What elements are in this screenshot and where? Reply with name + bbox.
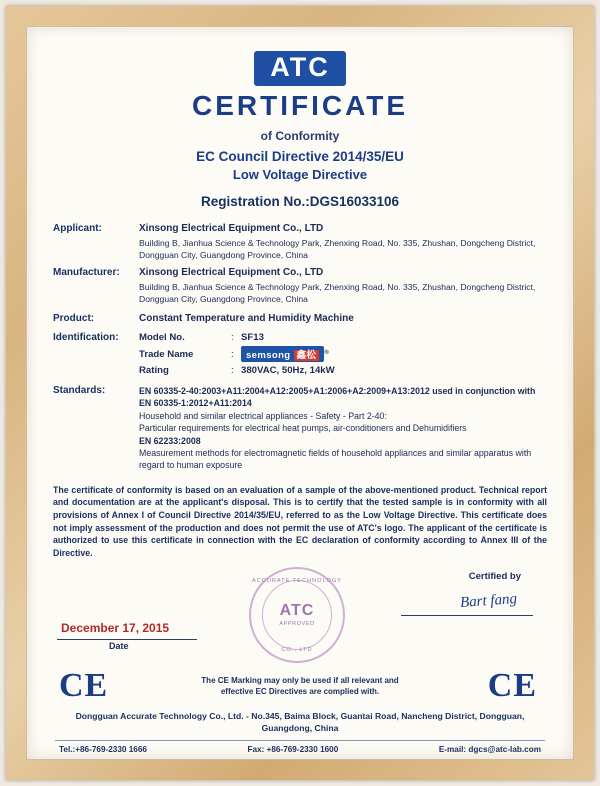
rating-colon: : bbox=[231, 365, 234, 376]
date-label: Date bbox=[109, 641, 129, 652]
signature-text: Bart fang bbox=[459, 591, 518, 612]
signature-line bbox=[401, 615, 533, 616]
atc-logo bbox=[53, 51, 547, 86]
manufacturer-name: Xinsong Electrical Equipment Co., LTD bbox=[139, 267, 324, 278]
trade-name-logo bbox=[241, 346, 324, 362]
standard-line: EN 62233:2008 bbox=[139, 435, 201, 446]
rating-value: 380VAC, 50Hz, 14kW bbox=[241, 365, 335, 376]
registration-number: Registration No.:DGS16033106 bbox=[200, 194, 400, 209]
identification-trade-name bbox=[139, 346, 547, 362]
subtitle-of-conformity: of Conformity bbox=[260, 129, 340, 143]
product-value: Constant Temperature and Humidity Machine bbox=[139, 313, 354, 324]
certified-by-label: Certified by bbox=[468, 571, 521, 583]
stamp-approved-text: APPROVED bbox=[279, 621, 315, 628]
standards-label: Standards: bbox=[53, 385, 106, 396]
details-section bbox=[53, 223, 547, 472]
company-address-line-1: Dongguan Accurate Technology Co., Ltd. - No.345, Baima Block, Guantai Road, Nancheng District, Dongguan, bbox=[75, 711, 525, 722]
stamp-center-text: ATC bbox=[279, 602, 315, 620]
row-standards bbox=[53, 385, 547, 472]
date-line bbox=[57, 639, 197, 640]
contact-tel: Tel.:+86-769-2330 1666 bbox=[59, 745, 147, 755]
standard-line: EN 60335-2-40:2003+A11:2004+A12:2005+A1:2006+A2:2009+A13:2012 used in conjunction with EN 60335-1:2012+A11:2014 bbox=[139, 386, 536, 409]
standard-line: Measurement methods for electromagnetic fields of household appliances and similar apparatus with regard to human exposure bbox=[139, 448, 532, 471]
contact-row bbox=[53, 745, 547, 754]
certificate-paper-area bbox=[26, 26, 574, 760]
row-identification bbox=[53, 332, 547, 379]
company-address-line-2: Guangdong, China bbox=[261, 722, 339, 733]
footer-divider bbox=[55, 740, 545, 741]
atc-logo-text: ATC bbox=[254, 51, 346, 86]
applicant-name: Xinsong Electrical Equipment Co., LTD bbox=[139, 223, 324, 234]
issue-date: December 17, 2015 bbox=[61, 621, 170, 636]
directive-reference: EC Council Directive 2014/35/EU bbox=[196, 149, 404, 164]
identification-rating bbox=[139, 365, 547, 376]
ce-mark-row bbox=[53, 667, 547, 709]
row-applicant bbox=[53, 223, 547, 261]
ce-note-line-1: The CE Marking may only be used if all relevant and bbox=[201, 676, 399, 686]
manufacturer-address: Building B, Jianhua Science & Technology Park, Zhenxing Road, No. 335, Zhushan, Dongcheng District, Dongguan City, Guangdong Province, China bbox=[139, 282, 536, 304]
row-manufacturer bbox=[53, 267, 547, 305]
issuing-company bbox=[53, 711, 547, 734]
contact-fax: Fax: +86-769-2330 1600 bbox=[247, 745, 339, 755]
standard-line: Particular requirements for electrical heat pumps, air-conditioners and Dehumidifiers bbox=[139, 423, 467, 434]
contact-email: E-mail: dgcs@atc-lab.com bbox=[438, 745, 541, 755]
stamp-bottom-arc: CO., LTD bbox=[281, 647, 313, 654]
page-title: CERTIFICATE bbox=[191, 90, 409, 121]
ce-mark-right-icon: CE bbox=[487, 667, 537, 705]
row-product bbox=[53, 313, 547, 324]
trade-name-chinese: 鑫松 bbox=[294, 350, 320, 361]
ce-note bbox=[53, 675, 547, 697]
applicant-label: Applicant: bbox=[53, 223, 102, 234]
trade-name-latin: semsong bbox=[246, 350, 291, 361]
rating-key: Rating bbox=[139, 365, 169, 376]
ce-note-line-2: effective EC Directives are complied with. bbox=[220, 687, 380, 697]
signature-section bbox=[53, 569, 547, 665]
standard-line: Household and similar electrical appliances - Safety - Part 2-40: bbox=[139, 410, 387, 421]
directive-name: Low Voltage Directive bbox=[232, 167, 368, 182]
ce-mark-left-icon: CE bbox=[59, 667, 109, 705]
conformity-statement: The certificate of conformity is based on an evaluation of a sample of the above-mentioned product. Technical report and documentation are at the applicant's disposal. This is to certify that the tested sample is in conformity with all provisions of Annex I of Council Directive 2014/35/EU, referred to as the Low Voltage Directive. This certificate does not imply assessment of the production and does not permit the use of ATC's logo. The applicant of the certificate is authorized to use this certificate in connection with the EC declaration of conformity according to Annex III of the Directive. bbox=[53, 484, 547, 558]
applicant-address: Building B, Jianhua Science & Technology Park, Zhenxing Road, No. 335, Zhushan, Dongcheng District, Dongguan City, Guangdong Province, China bbox=[139, 238, 536, 260]
trade-name-key: Trade Name bbox=[139, 348, 194, 360]
registered-mark-icon: ® bbox=[324, 349, 329, 356]
stamp-top-arc: ACCURATE TECHNOLOGY bbox=[252, 578, 342, 585]
approval-stamp-icon bbox=[249, 567, 345, 663]
model-key: Model No. bbox=[139, 332, 185, 343]
model-colon: : bbox=[231, 332, 234, 343]
certificate-frame bbox=[6, 6, 594, 780]
model-value: SF13 bbox=[241, 332, 264, 343]
product-label: Product: bbox=[53, 313, 95, 324]
manufacturer-label: Manufacturer: bbox=[53, 267, 120, 278]
trade-name-colon: : bbox=[231, 348, 234, 360]
identification-model bbox=[139, 332, 547, 343]
identification-label: Identification: bbox=[53, 332, 119, 343]
certificate-document bbox=[27, 27, 573, 759]
